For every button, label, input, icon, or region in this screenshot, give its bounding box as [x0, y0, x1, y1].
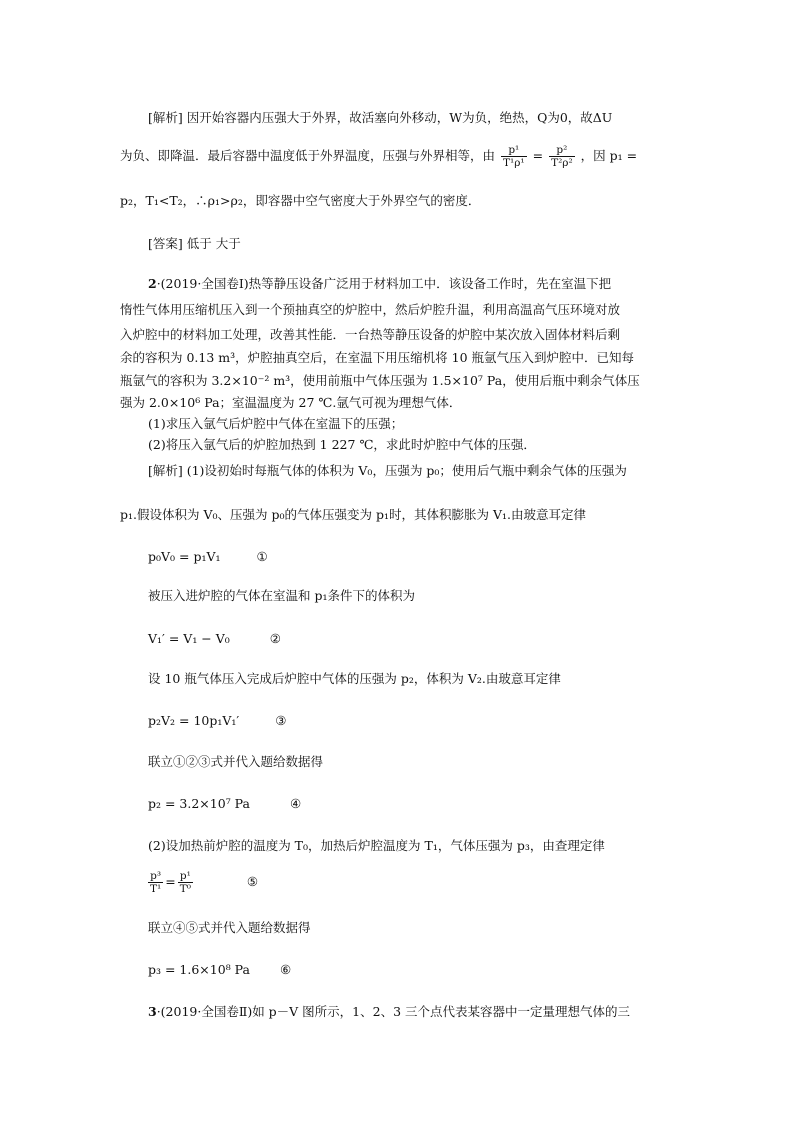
- analysis-2-text-2: 设 10 瓶气体压入完成后炉腔中气体的压强为 p₂，体积为 V₂.由玻意耳定律: [148, 671, 561, 686]
- question-2-line-1: [148, 276, 611, 292]
- equation-5-equals: =: [165, 874, 176, 889]
- question-2-number: 2: [148, 276, 157, 291]
- equation-3-label: ③: [275, 713, 287, 728]
- analysis-2-text-4: (2)设加热前炉腔的温度为 T₀，加热后炉腔温度为 T₁，气体压强为 p₃，由查理定律: [148, 838, 605, 853]
- question-2-line-3: 入炉腔中的材料加工处理，改善其性能．一台热等静压设备的炉腔中某次放入固体材料后剩: [120, 327, 621, 342]
- analysis-2-text-3: 联立①②③式并代入题给数据得: [148, 754, 324, 769]
- equation-5: [146, 870, 258, 895]
- equation-4-label: ④: [289, 796, 302, 811]
- analysis-line-3: p₂，T₁<T₂，∴ρ₁>ρ₂，即容器中空气密度大于外界空气的密度．: [120, 193, 481, 208]
- equation-5-left-denominator: T¹: [150, 883, 162, 895]
- question-2-subquestion-1: (1)求压入氩气后炉腔中气体在室温下的压强；: [148, 416, 404, 431]
- question-3-number: 3: [148, 1004, 157, 1019]
- equation-2-body: V₁′ = V₁ − V₀: [148, 631, 230, 646]
- equation-5-fraction-left: [148, 870, 163, 895]
- analysis-2-line-2: p₁.假设体积为 V₀、压强为 p₀的气体压强变为 p₁时，其体积膨胀为 V₁.由玻意耳定律: [120, 507, 586, 522]
- question-2-line-6: 强为 2.0×10⁶ Pa；室温温度为 27 ℃.氩气可视为理想气体．: [120, 395, 462, 410]
- fraction-1-denominator: T¹ρ¹: [503, 157, 525, 169]
- question-2-stem-start: ·(2019·全国卷Ⅰ)热等静压设备广泛用于材料加工中．该设备工作时，先在室温下把: [156, 276, 612, 291]
- equation-3: [148, 713, 287, 729]
- analysis-line-2-tail: ，因 p₁ =: [580, 148, 638, 163]
- equation-6-body: p₃ = 1.6×10⁸ Pa: [148, 962, 250, 977]
- equation-5-left-numerator: p³: [148, 870, 163, 883]
- equation-1-label: ①: [256, 549, 268, 564]
- question-2-line-5: 瓶氩气的容积为 3.2×10⁻² m³，使用前瓶中气体压强为 1.5×10⁷ Pa，使用后瓶中剩余气体压: [120, 373, 640, 388]
- question-3-stem-start: ·(2019·全国卷Ⅱ)如 p－V 图所示，1、2、3 三个点代表某容器中一定量理想气体的三: [156, 1004, 631, 1019]
- equation-2: [148, 631, 281, 647]
- analysis-line-2-text: 为负、即降温．最后容器中温度低于外界温度，压强与外界相等，由: [120, 148, 496, 163]
- equation-2-label: ②: [269, 631, 282, 646]
- question-2-line-2: 惰性气体用压缩机压入到一个预抽真空的炉腔中，然后炉腔升温，利用高温高气压环境对放: [120, 302, 621, 317]
- equals-sign: =: [532, 148, 544, 163]
- analysis-2-text-5: 联立④⑤式并代入题给数据得: [148, 920, 311, 935]
- fraction-2-denominator: T²ρ²: [551, 157, 573, 169]
- question-2-subquestion-2: (2)将压入氩气后的炉腔加热到 1 227 ℃，求此时炉腔中气体的压强．: [148, 437, 536, 452]
- fraction-1: [501, 144, 527, 169]
- question-2-line-4: 余的容积为 0.13 m³，炉腔抽真空后，在室温下用压缩机将 10 瓶氩气压入到炉腔中．已知每: [120, 350, 634, 365]
- equation-6: [148, 962, 291, 978]
- fraction-2-numerator: p²: [549, 144, 575, 157]
- equation-5-fraction-right: [178, 870, 193, 895]
- analysis-line-2: [120, 144, 637, 169]
- analysis-2-line-1: [解析] (1)设初始时每瓶气体的体积为 V₀，压强为 p₀；使用后气瓶中剩余气体的压强为: [148, 463, 627, 478]
- equation-5-right-numerator: p¹: [178, 870, 193, 883]
- equation-6-label: ⑥: [279, 962, 292, 977]
- equation-5-right-denominator: T⁰: [179, 883, 191, 895]
- question-3-line-1: [148, 1004, 630, 1020]
- fraction-2: [549, 144, 575, 169]
- analysis-2-text-1: 被压入进炉腔的气体在室温和 p₁条件下的体积为: [148, 588, 415, 603]
- equation-4: [148, 796, 301, 812]
- equation-5-label: ⑤: [246, 874, 259, 889]
- fraction-1-numerator: p¹: [501, 144, 527, 157]
- answer-1: [答案] 低于 大于: [148, 236, 241, 251]
- equation-1-body: p₀V₀ = p₁V₁: [148, 549, 221, 564]
- equation-3-body: p₂V₂ = 10p₁V₁′: [148, 713, 240, 728]
- equation-1: [148, 549, 268, 565]
- analysis-line-1: [解析] 因开始容器内压强大于外界，故活塞向外移动，W为负，绝热，Q为0，故ΔU: [148, 110, 613, 125]
- equation-4-body: p₂ = 3.2×10⁷ Pa: [148, 796, 250, 811]
